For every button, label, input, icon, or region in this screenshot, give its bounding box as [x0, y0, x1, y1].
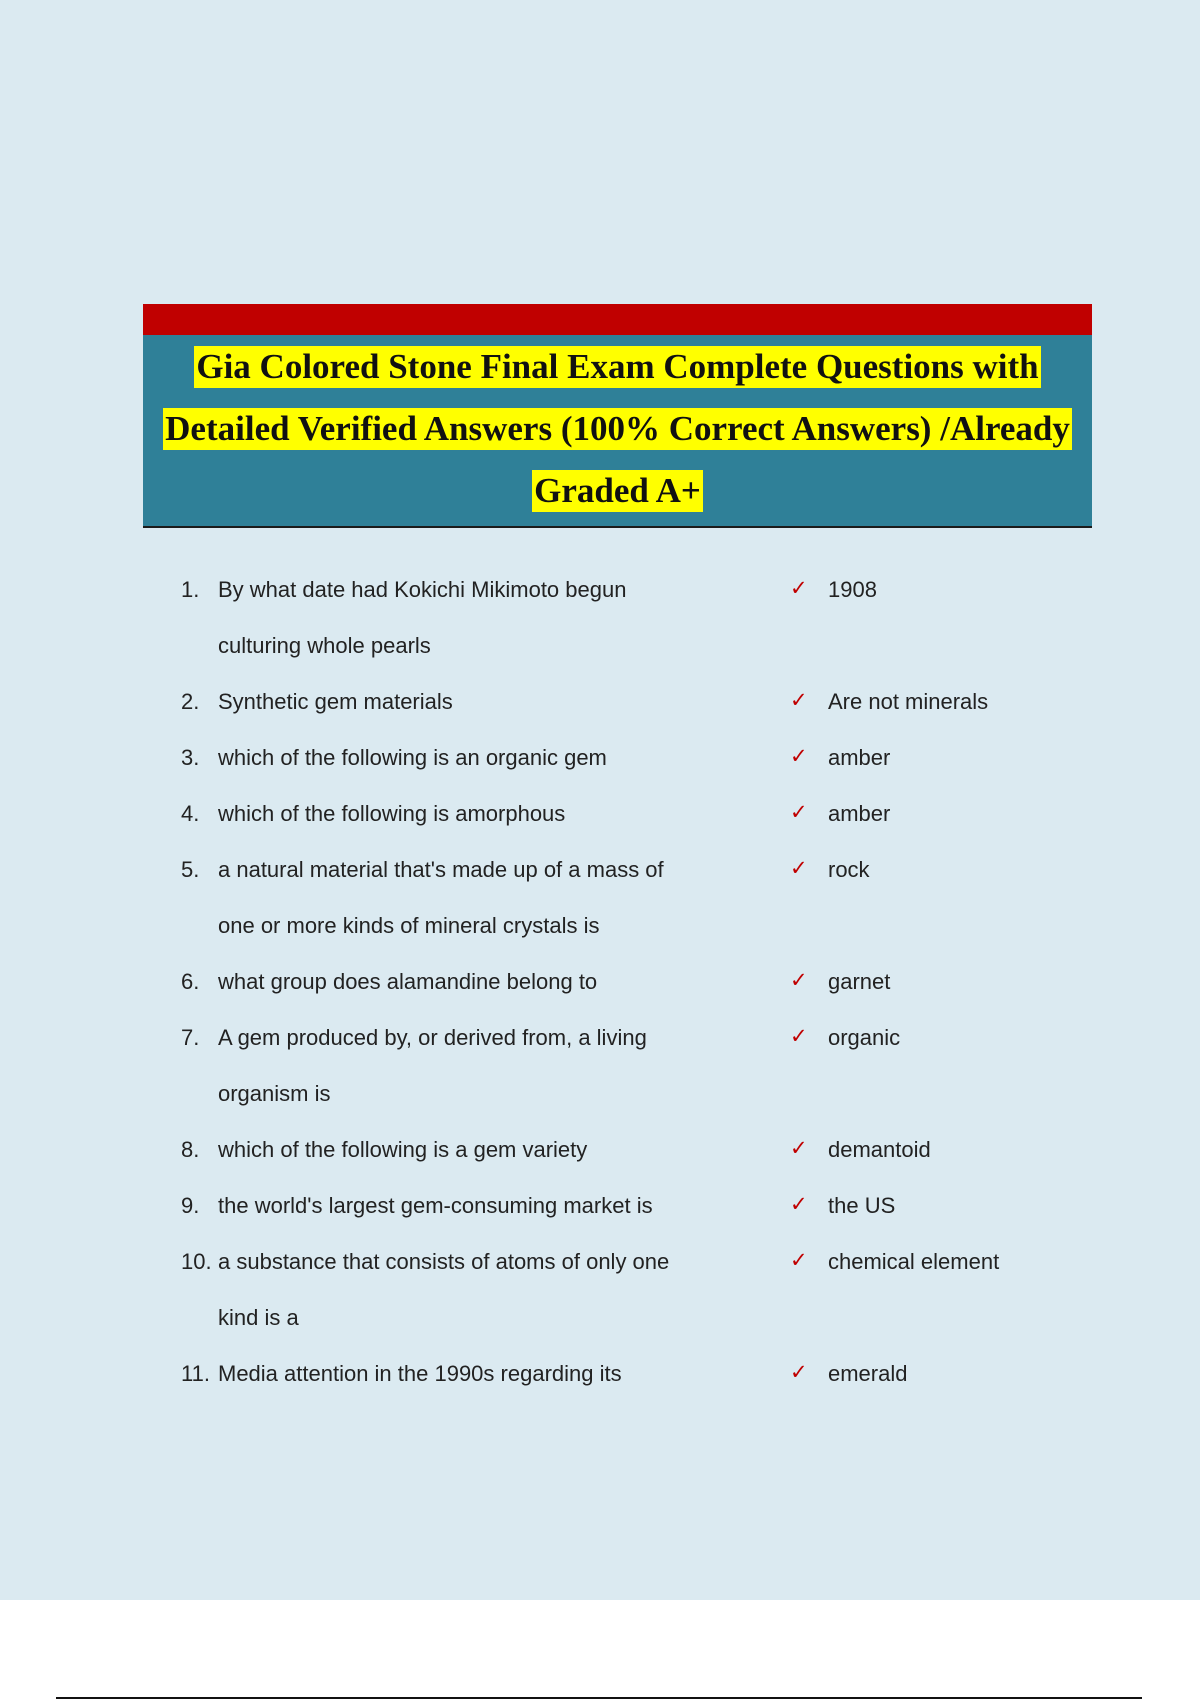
answer-text: Are not minerals — [828, 689, 989, 714]
question-answer-list — [0, 562, 1200, 1402]
question-item — [0, 842, 1200, 898]
answer-text: amber — [828, 801, 891, 826]
question-text: Media attention in the 1990s regarding its — [218, 1361, 622, 1386]
question-continuation — [0, 898, 1200, 954]
question-text: which of the following is a gem variety — [218, 1137, 588, 1162]
question-item — [0, 786, 1200, 842]
title-line — [143, 398, 1092, 460]
question-item — [0, 562, 1200, 618]
question-continuation — [0, 1066, 1200, 1122]
answer-text: demantoid — [828, 1137, 931, 1162]
question-continuation — [0, 1290, 1200, 1346]
question-number: 4. — [181, 801, 200, 826]
question-text: By what date had Kokichi Mikimoto begun — [218, 577, 627, 602]
question-text: culturing whole pearls — [218, 633, 431, 658]
question-text: a substance that consists of atoms of only one — [218, 1249, 670, 1274]
question-continuation — [0, 618, 1200, 674]
answer-text: garnet — [828, 969, 891, 994]
question-number: 9. — [181, 1193, 200, 1218]
question-item — [0, 674, 1200, 730]
question-number: 1. — [181, 577, 200, 602]
check-mark-icon: ✓ — [790, 1136, 808, 1160]
question-number: 8. — [181, 1137, 200, 1162]
answer-text: organic — [828, 1025, 901, 1050]
answer-text: 1908 — [828, 577, 877, 602]
question-number: 3. — [181, 745, 200, 770]
check-mark-icon: ✓ — [790, 1024, 808, 1048]
answer-text: amber — [828, 745, 891, 770]
question-text: what group does alamandine belong to — [218, 969, 598, 994]
answer-text: the US — [828, 1193, 896, 1218]
check-mark-icon: ✓ — [790, 1192, 808, 1216]
check-mark-icon: ✓ — [790, 968, 808, 992]
check-mark-icon: ✓ — [790, 744, 808, 768]
title-line-text: Detailed Verified Answers (100% Correct Answers) /Already — [165, 409, 1070, 448]
title-top-bar — [143, 304, 1092, 335]
question-text: one or more kinds of mineral crystals is — [218, 913, 600, 938]
question-number: 5. — [181, 857, 200, 882]
question-item — [0, 1234, 1200, 1290]
question-text: Synthetic gem materials — [218, 689, 453, 714]
check-mark-icon: ✓ — [790, 1248, 808, 1272]
check-mark-icon: ✓ — [790, 576, 808, 600]
question-item — [0, 954, 1200, 1010]
question-number: 11. — [181, 1361, 210, 1386]
answer-text: chemical element — [828, 1249, 1000, 1274]
footer-rule — [56, 1697, 1142, 1699]
question-text: A gem produced by, or derived from, a living — [218, 1025, 647, 1050]
title-line — [143, 460, 1092, 522]
question-text: which of the following is an organic gem — [218, 745, 607, 770]
answer-text: emerald — [828, 1361, 908, 1386]
title-banner — [143, 304, 1092, 528]
document-title — [143, 336, 1092, 522]
check-mark-icon: ✓ — [790, 1360, 808, 1384]
question-item — [0, 1346, 1200, 1402]
check-mark-icon: ✓ — [790, 800, 808, 824]
title-line — [143, 336, 1092, 398]
question-item — [0, 730, 1200, 786]
answer-text: rock — [828, 857, 870, 882]
question-item — [0, 1178, 1200, 1234]
question-text: the world's largest gem-consuming market is — [218, 1193, 653, 1218]
question-number: 7. — [181, 1025, 200, 1050]
question-text: a natural material that's made up of a mass of — [218, 857, 664, 882]
check-mark-icon: ✓ — [790, 856, 808, 880]
title-line-text: Gia Colored Stone Final Exam Complete Questions with — [196, 347, 1039, 386]
question-number: 2. — [181, 689, 200, 714]
question-text: kind is a — [218, 1305, 299, 1330]
check-mark-icon: ✓ — [790, 688, 808, 712]
question-text: organism is — [218, 1081, 331, 1106]
question-item — [0, 1122, 1200, 1178]
question-item — [0, 1010, 1200, 1066]
question-number: 6. — [181, 969, 200, 994]
question-text: which of the following is amorphous — [218, 801, 566, 826]
question-number: 10. — [181, 1249, 212, 1274]
title-line-text: Graded A+ — [534, 471, 701, 510]
